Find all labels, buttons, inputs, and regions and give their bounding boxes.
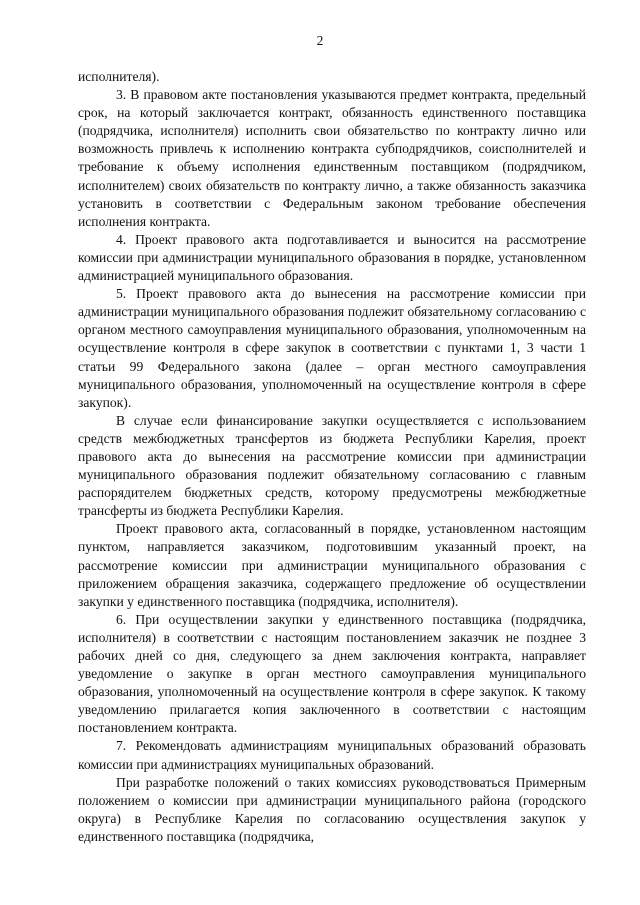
paragraph-item-6: 6. При осуществлении закупки у единственного поставщика (подрядчика, исполнителя) в соответствии с настоящим постановлением заказчик не позднее 3 рабочих дней со дня, следующего за днем заключения контракта, направляет уведомление о закупке в орган местного самоуправления муниципального образования, уполномоченный на осуществление контроля в сфере закупок. К такому уведомлению прилагается копия заключенного в соответствии с настоящим постановлением контракта. xyxy=(78,611,586,736)
paragraph-continuation: исполнителя). xyxy=(78,69,160,84)
document-body xyxy=(78,68,586,846)
paragraph-item-3: 3. В правовом акте постановления указываются предмет контракта, предельный срок, на который заключается контракт, обязанность единственного поставщика (подрядчика, исполнителя) исполнить свои обязательство по контракту лично или возможность привлечь к исполнению контракта субподрядчиков, соисполнителей и требование к объему исполнения единственным поставщиком (подрядчиком, исполнителем) своих обязательств по контракту лично, а также обязанность заказчика установить в соответствии с Федеральным законом требование обеспечения исполнения контракта. xyxy=(78,87,586,229)
paragraph-item-4: 4. Проект правового акта подготавливается и выносится на рассмотрение комиссии при администрации муниципального образования в порядке, установленном администрацией муниципального образования. xyxy=(78,231,586,284)
paragraph-item-7: 7. Рекомендовать администрациям муниципальных образований образовать комиссии при администрациях муниципальных образований. xyxy=(78,738,586,772)
paragraph-item-7-provisions: При разработке положений о таких комиссиях руководствоваться Примерным положением о комиссии при администрации муниципального района (городского округа) в Республике Карелия по согласованию осуществления закупок у единственного поставщика (подрядчика, xyxy=(78,774,586,844)
paragraph-item-5-financing: В случае если финансирование закупки осуществляется с использованием средств межбюджетных трансфертов из бюджета Республики Карелия, проект правового акта до вынесения на рассмотрение комиссии при администрации муниципального образования подлежит обязательному согласованию с главным распорядителем бюджетных средств, которому предусмотрены межбюджетные трансферты из бюджета Республики Карелия. xyxy=(78,412,586,519)
paragraph-item-5-submission: Проект правового акта, согласованный в порядке, установленном настоящим пунктом, направляется заказчиком, подготовившим указанный проект, на рассмотрение комиссии при администрации муниципального образования с приложением обращения заказчика, содержащего предложение об осуществлении закупки у единственного поставщика (подрядчика, исполнителя). xyxy=(78,521,586,609)
paragraph-item-5: 5. Проект правового акта до вынесения на рассмотрение комиссии при администрации муниципального образования подлежит обязательному согласованию с органом местного самоуправления муниципального образования, уполномоченным на осуществление контроля в сфере закупок в соответствии с пунктами 1, 3 части 1 статьи 99 Федерального закона (далее – орган местного самоуправления муниципального образования, уполномоченный на осуществление контроля в сфере закупок). xyxy=(78,286,586,410)
page-number: 2 xyxy=(316,33,324,48)
